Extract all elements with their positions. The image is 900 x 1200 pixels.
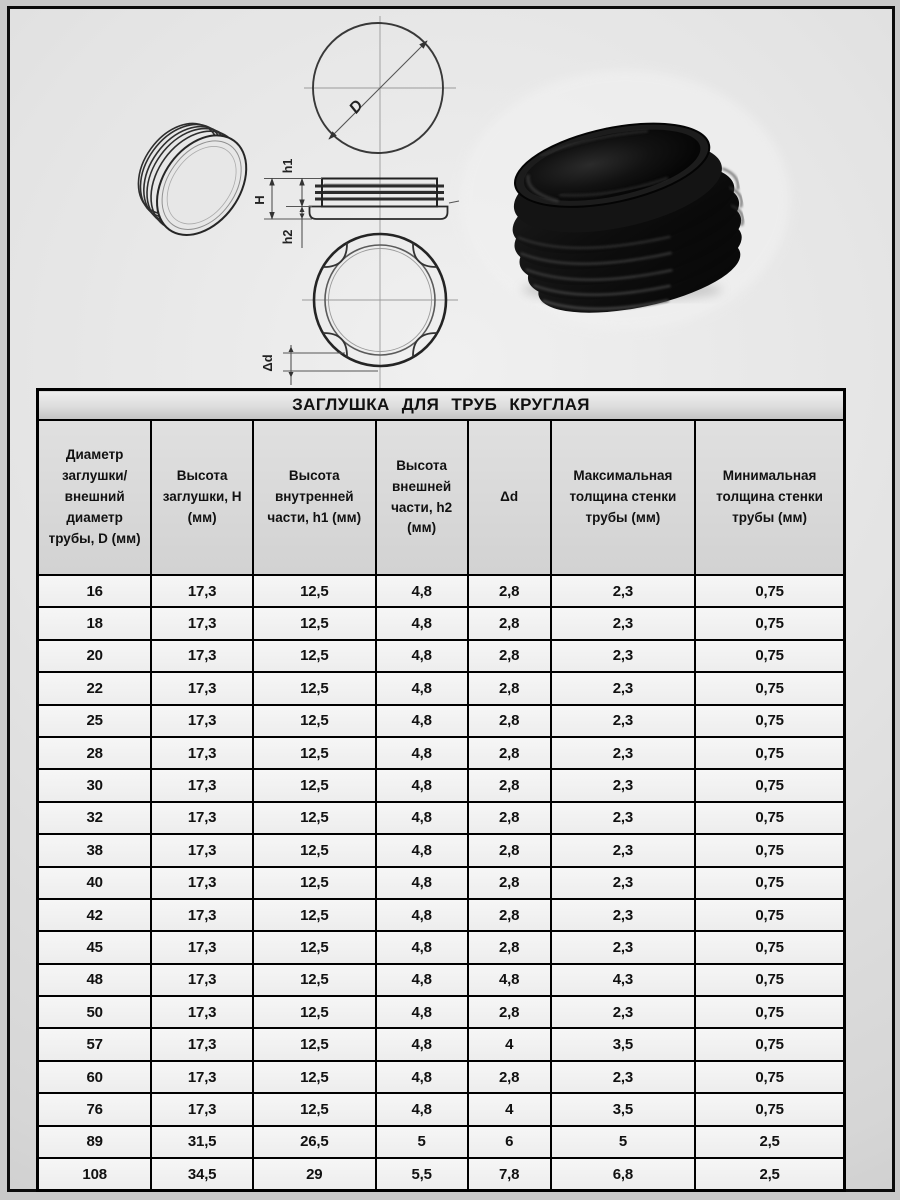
table-cell: 2,8 bbox=[468, 607, 551, 639]
table-cell: 60 bbox=[38, 1061, 152, 1093]
table-cell: 7,8 bbox=[468, 1158, 551, 1191]
table-cell: 12,5 bbox=[253, 996, 376, 1028]
column-header-delta-d: Δd bbox=[468, 420, 551, 575]
inner-height-label: h1 bbox=[281, 158, 295, 174]
table-cell: 3,5 bbox=[551, 1028, 695, 1060]
table-cell: 0,75 bbox=[695, 705, 844, 737]
table-cell: 17,3 bbox=[151, 931, 253, 963]
table-cell: 2,8 bbox=[468, 575, 551, 607]
table-cell: 2,8 bbox=[468, 899, 551, 931]
table-row bbox=[38, 705, 845, 737]
table-cell: 17,3 bbox=[151, 802, 253, 834]
table-cell: 12,5 bbox=[253, 867, 376, 899]
table-row bbox=[38, 867, 845, 899]
table-cell: 4,8 bbox=[376, 964, 468, 996]
table-cell: 2,3 bbox=[551, 769, 695, 801]
table-row bbox=[38, 834, 845, 866]
table-cell: 2,3 bbox=[551, 672, 695, 704]
table-cell: 6,8 bbox=[551, 1158, 695, 1191]
table-cell: 4,8 bbox=[376, 867, 468, 899]
table-cell: 0,75 bbox=[695, 867, 844, 899]
table-row bbox=[38, 737, 845, 769]
table-cell: 17,3 bbox=[151, 996, 253, 1028]
table-cell: 17,3 bbox=[151, 575, 253, 607]
table-cell: 28 bbox=[38, 737, 152, 769]
table-row bbox=[38, 996, 845, 1028]
table-cell: 17,3 bbox=[151, 964, 253, 996]
table-cell: 4,8 bbox=[376, 607, 468, 639]
table-cell: 0,75 bbox=[695, 996, 844, 1028]
column-header-min-wall: Минимальная толщина стенки трубы (мм) bbox=[695, 420, 844, 575]
table-cell: 12,5 bbox=[253, 834, 376, 866]
table-cell: 0,75 bbox=[695, 802, 844, 834]
table-row bbox=[38, 1126, 845, 1158]
spec-table bbox=[36, 388, 846, 1192]
table-cell: 12,5 bbox=[253, 1093, 376, 1125]
table-row bbox=[38, 607, 845, 639]
table-row bbox=[38, 899, 845, 931]
table-row bbox=[38, 802, 845, 834]
table-cell: 17,3 bbox=[151, 1093, 253, 1125]
table-row bbox=[38, 931, 845, 963]
total-height-label: H bbox=[252, 195, 267, 205]
table-cell: 4,8 bbox=[376, 802, 468, 834]
table-cell: 0,75 bbox=[695, 931, 844, 963]
column-header-height: Высота заглушки, H (мм) bbox=[151, 420, 253, 575]
table-cell: 57 bbox=[38, 1028, 152, 1060]
table-cell: 25 bbox=[38, 705, 152, 737]
table-cell: 4 bbox=[468, 1028, 551, 1060]
table-cell: 12,5 bbox=[253, 737, 376, 769]
table-cell: 12,5 bbox=[253, 575, 376, 607]
table-cell: 45 bbox=[38, 931, 152, 963]
table-cell: 4,8 bbox=[376, 1061, 468, 1093]
table-title: ЗАГЛУШКА ДЛЯ ТРУБ КРУГЛАЯ bbox=[38, 390, 845, 421]
table-cell: 6 bbox=[468, 1126, 551, 1158]
table-cell: 2,3 bbox=[551, 834, 695, 866]
table-cell: 4,8 bbox=[376, 931, 468, 963]
table-row bbox=[38, 640, 845, 672]
table-cell: 0,75 bbox=[695, 1028, 844, 1060]
table-cell: 4,8 bbox=[376, 575, 468, 607]
bottom-view bbox=[260, 234, 458, 385]
table-cell: 29 bbox=[253, 1158, 376, 1191]
table-cell: 50 bbox=[38, 996, 152, 1028]
table-cell: 17,3 bbox=[151, 899, 253, 931]
table-cell: 17,3 bbox=[151, 1061, 253, 1093]
table-cell: 4,8 bbox=[468, 964, 551, 996]
table-cell: 20 bbox=[38, 640, 152, 672]
table-cell: 4,8 bbox=[376, 834, 468, 866]
table-cell: 2,8 bbox=[468, 1061, 551, 1093]
table-cell: 17,3 bbox=[151, 672, 253, 704]
table-cell: 2,8 bbox=[468, 802, 551, 834]
table-cell: 0,75 bbox=[695, 607, 844, 639]
table-row bbox=[38, 672, 845, 704]
table-cell: 40 bbox=[38, 867, 152, 899]
table-cell: 17,3 bbox=[151, 834, 253, 866]
table-cell: 31,5 bbox=[151, 1126, 253, 1158]
table-cell: 2,5 bbox=[695, 1126, 844, 1158]
table-cell: 4,3 bbox=[551, 964, 695, 996]
table-cell: 0,75 bbox=[695, 899, 844, 931]
table-row bbox=[38, 769, 845, 801]
table-cell: 42 bbox=[38, 899, 152, 931]
isometric-view bbox=[119, 104, 265, 252]
table-cell: 4,8 bbox=[376, 996, 468, 1028]
table-cell: 17,3 bbox=[151, 769, 253, 801]
table-cell: 18 bbox=[38, 607, 152, 639]
table-cell: 4,8 bbox=[376, 672, 468, 704]
column-header-inner-height: Высота внутренней части, h1 (мм) bbox=[253, 420, 376, 575]
delta-d-label: Δd bbox=[260, 354, 275, 372]
table-cell: 12,5 bbox=[253, 769, 376, 801]
column-header-diameter: Диаметр заглушки/ внешний диаметр трубы, D (мм) bbox=[38, 420, 152, 575]
table-cell: 4,8 bbox=[376, 899, 468, 931]
table-cell: 34,5 bbox=[151, 1158, 253, 1191]
table-cell: 4 bbox=[468, 1093, 551, 1125]
table-cell: 2,8 bbox=[468, 640, 551, 672]
table-cell: 22 bbox=[38, 672, 152, 704]
table-cell: 26,5 bbox=[253, 1126, 376, 1158]
table-cell: 17,3 bbox=[151, 705, 253, 737]
table-cell: 0,75 bbox=[695, 575, 844, 607]
table-cell: 2,3 bbox=[551, 931, 695, 963]
table-cell: 4,8 bbox=[376, 640, 468, 672]
table-row bbox=[38, 1093, 845, 1125]
table-cell: 0,75 bbox=[695, 769, 844, 801]
table-cell: 2,3 bbox=[551, 1061, 695, 1093]
table-cell: 12,5 bbox=[253, 705, 376, 737]
table-title-row bbox=[38, 390, 845, 421]
table-cell: 0,75 bbox=[695, 834, 844, 866]
table-cell: 4,8 bbox=[376, 769, 468, 801]
table-cell: 12,5 bbox=[253, 607, 376, 639]
table-cell: 16 bbox=[38, 575, 152, 607]
table-cell: 0,75 bbox=[695, 640, 844, 672]
table-cell: 5 bbox=[376, 1126, 468, 1158]
table-cell: 0,75 bbox=[695, 1061, 844, 1093]
table-cell: 2,3 bbox=[551, 575, 695, 607]
table-cell: 5,5 bbox=[376, 1158, 468, 1191]
table-cell: 5 bbox=[551, 1126, 695, 1158]
table-cell: 48 bbox=[38, 964, 152, 996]
table-cell: 2,3 bbox=[551, 867, 695, 899]
diameter-label: D bbox=[346, 97, 367, 117]
outer-height-label: h2 bbox=[281, 229, 295, 245]
table-cell: 2,8 bbox=[468, 737, 551, 769]
table-row bbox=[38, 1061, 845, 1093]
table-cell: 17,3 bbox=[151, 640, 253, 672]
table-cell: 2,3 bbox=[551, 607, 695, 639]
table-cell: 0,75 bbox=[695, 1093, 844, 1125]
table-cell: 12,5 bbox=[253, 672, 376, 704]
table-cell: 4,8 bbox=[376, 1093, 468, 1125]
table-cell: 12,5 bbox=[253, 1028, 376, 1060]
table-cell: 3,5 bbox=[551, 1093, 695, 1125]
table-cell: 2,8 bbox=[468, 834, 551, 866]
table-cell: 12,5 bbox=[253, 640, 376, 672]
column-header-outer-height: Высота внешней части, h2 (мм) bbox=[376, 420, 468, 575]
table-row bbox=[38, 1028, 845, 1060]
table-cell: 17,3 bbox=[151, 1028, 253, 1060]
table-cell: 17,3 bbox=[151, 737, 253, 769]
table-cell: 12,5 bbox=[253, 802, 376, 834]
table-cell: 38 bbox=[38, 834, 152, 866]
table-cell: 30 bbox=[38, 769, 152, 801]
table-cell: 17,3 bbox=[151, 607, 253, 639]
technical-drawing bbox=[0, 0, 900, 392]
table-cell: 0,75 bbox=[695, 737, 844, 769]
table-row bbox=[38, 575, 845, 607]
table-cell: 2,3 bbox=[551, 737, 695, 769]
table-cell: 4,8 bbox=[376, 1028, 468, 1060]
table-cell: 2,3 bbox=[551, 640, 695, 672]
table-cell: 2,8 bbox=[468, 867, 551, 899]
table-cell: 2,8 bbox=[468, 996, 551, 1028]
column-header-max-wall: Максимальная толщина стенки трубы (мм) bbox=[551, 420, 695, 575]
table-cell: 4,8 bbox=[376, 737, 468, 769]
table-cell: 2,5 bbox=[695, 1158, 844, 1191]
table-header-row bbox=[38, 420, 845, 575]
table-cell: 4,8 bbox=[376, 705, 468, 737]
table-cell: 2,3 bbox=[551, 802, 695, 834]
table-cell: 0,75 bbox=[695, 672, 844, 704]
table-cell: 89 bbox=[38, 1126, 152, 1158]
table-cell: 17,3 bbox=[151, 867, 253, 899]
table-row bbox=[38, 964, 845, 996]
table-cell: 2,3 bbox=[551, 996, 695, 1028]
table-cell: 2,3 bbox=[551, 899, 695, 931]
table-cell: 76 bbox=[38, 1093, 152, 1125]
table-cell: 12,5 bbox=[253, 931, 376, 963]
table-cell: 2,8 bbox=[468, 931, 551, 963]
table-cell: 32 bbox=[38, 802, 152, 834]
table-cell: 12,5 bbox=[253, 1061, 376, 1093]
table-cell: 2,8 bbox=[468, 705, 551, 737]
table-cell: 2,8 bbox=[468, 769, 551, 801]
table-cell: 0,75 bbox=[695, 964, 844, 996]
table-cell: 2,3 bbox=[551, 705, 695, 737]
table-cell: 12,5 bbox=[253, 899, 376, 931]
table-cell: 2,8 bbox=[468, 672, 551, 704]
side-view bbox=[252, 159, 459, 248]
table-cell: 12,5 bbox=[253, 964, 376, 996]
table-row bbox=[38, 1158, 845, 1191]
table-body bbox=[38, 575, 845, 1191]
table-cell: 108 bbox=[38, 1158, 152, 1191]
